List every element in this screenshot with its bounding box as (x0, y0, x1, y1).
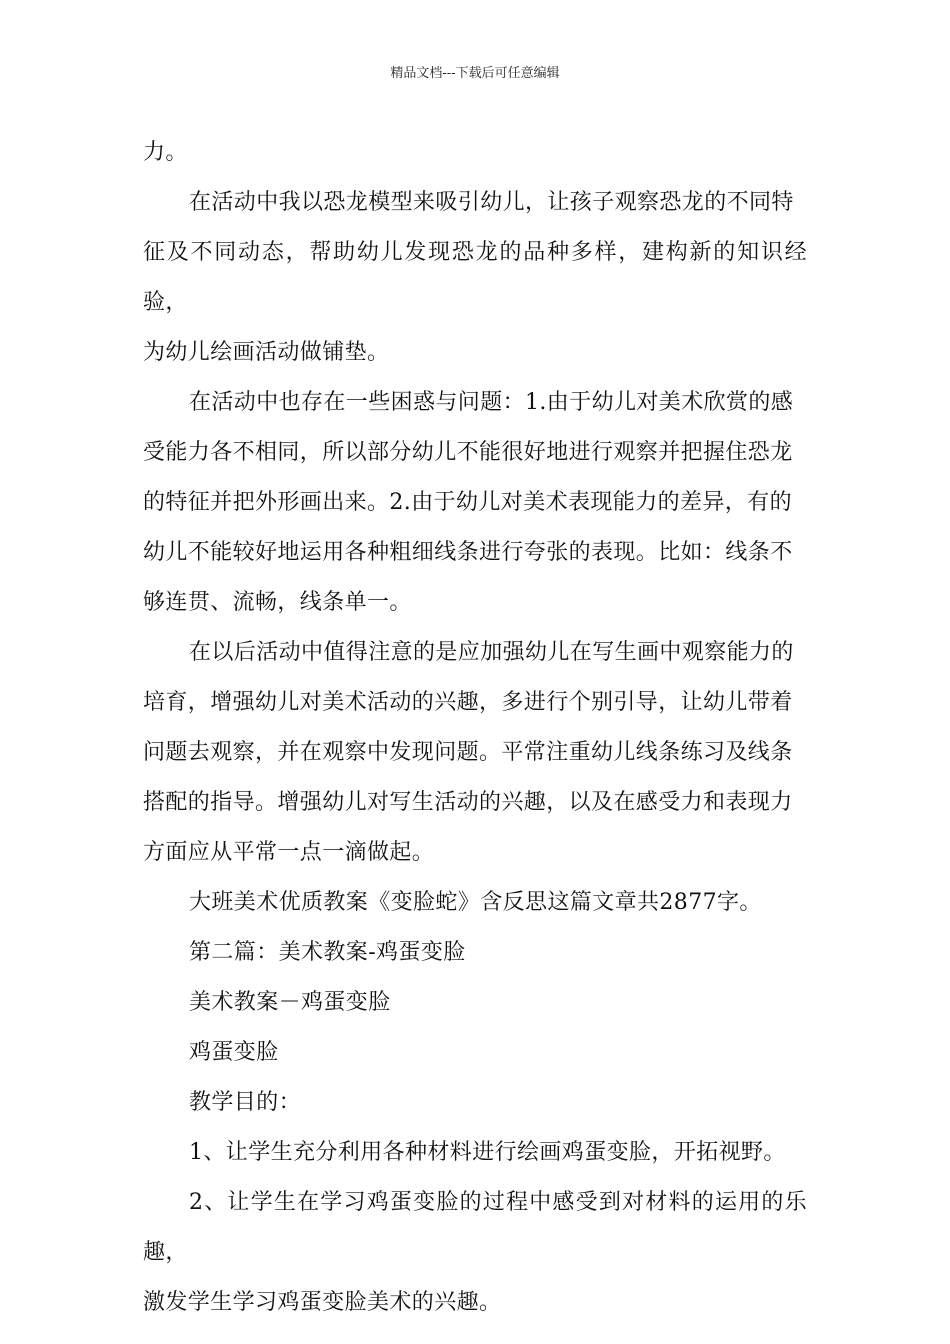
paragraph-2 (143, 178, 807, 378)
objective-2 (143, 1178, 807, 1328)
text-line: 在活动中我以恐龙模型来吸引幼儿，让孩子观察恐龙的不同特 (189, 190, 794, 215)
paragraph-3 (143, 378, 807, 628)
text-line: 够连贯、流畅，线条单一。 (143, 590, 412, 615)
page-header: 精品文档---下载后可任意编辑 (390, 66, 560, 81)
text-line: 第二篇：美术教案-鸡蛋变脸 (189, 940, 466, 965)
paragraph-1 (143, 128, 807, 178)
text-line: 鸡蛋变脸 (189, 1040, 279, 1065)
objectives-heading (143, 1078, 807, 1128)
text-line: 受能力各不相同，所以部分幼儿不能很好地进行观察并把握住恐龙 (143, 440, 793, 465)
text-line: 幼儿不能较好地运用各种粗细线条进行夸张的表现。比如：线条不 (143, 540, 793, 565)
text-line: 在活动中也存在一些困惑与问题：1.由于幼儿对美术欣赏的感 (189, 390, 794, 415)
objective-1 (143, 1128, 807, 1178)
paragraph-5 (143, 878, 807, 928)
text-line: 激发学生学习鸡蛋变脸美术的兴趣。 (143, 1290, 502, 1315)
text-line: 大班美术优质教案《变脸蛇》含反思这篇文章共2877字。 (189, 890, 762, 915)
text-line: 在以后活动中值得注意的是应加强幼儿在写生画中观察能力的 (189, 640, 794, 665)
text-line: 方面应从平常一点一滴做起。 (143, 840, 435, 865)
text-line: 搭配的指导。增强幼儿对写生活动的兴趣，以及在感受力和表现力 (143, 790, 793, 815)
text-line: 的特征并把外形画出来。2.由于幼儿对美术表现能力的差异，有的 (143, 490, 792, 515)
text-line: 征及不同动态，帮助幼儿发现恐龙的品种多样，建构新的知识经验， (143, 240, 807, 315)
paragraph-4 (143, 628, 807, 878)
text-line: 2、让学生在学习鸡蛋变脸的过程中感受到对材料的运用的乐趣， (143, 1190, 807, 1265)
lesson-title (143, 978, 807, 1028)
text-line: 为幼儿绘画活动做铺垫。 (143, 340, 390, 365)
text-line: 培育，增强幼儿对美术活动的兴趣，多进行个别引导，让幼儿带着 (143, 690, 793, 715)
text-line: 教学目的： (189, 1090, 302, 1115)
text-line: 1、让学生充分利用各种材料进行绘画鸡蛋变脸，开拓视野。 (189, 1140, 786, 1165)
document-body (143, 128, 807, 1328)
lesson-name (143, 1028, 807, 1078)
section-title (143, 928, 807, 978)
text-line: 美术教案－鸡蛋变脸 (189, 990, 391, 1015)
text-line: 力。 (143, 140, 188, 165)
text-line: 问题去观察，并在观察中发现问题。平常注重幼儿线条练习及线条 (143, 740, 793, 765)
